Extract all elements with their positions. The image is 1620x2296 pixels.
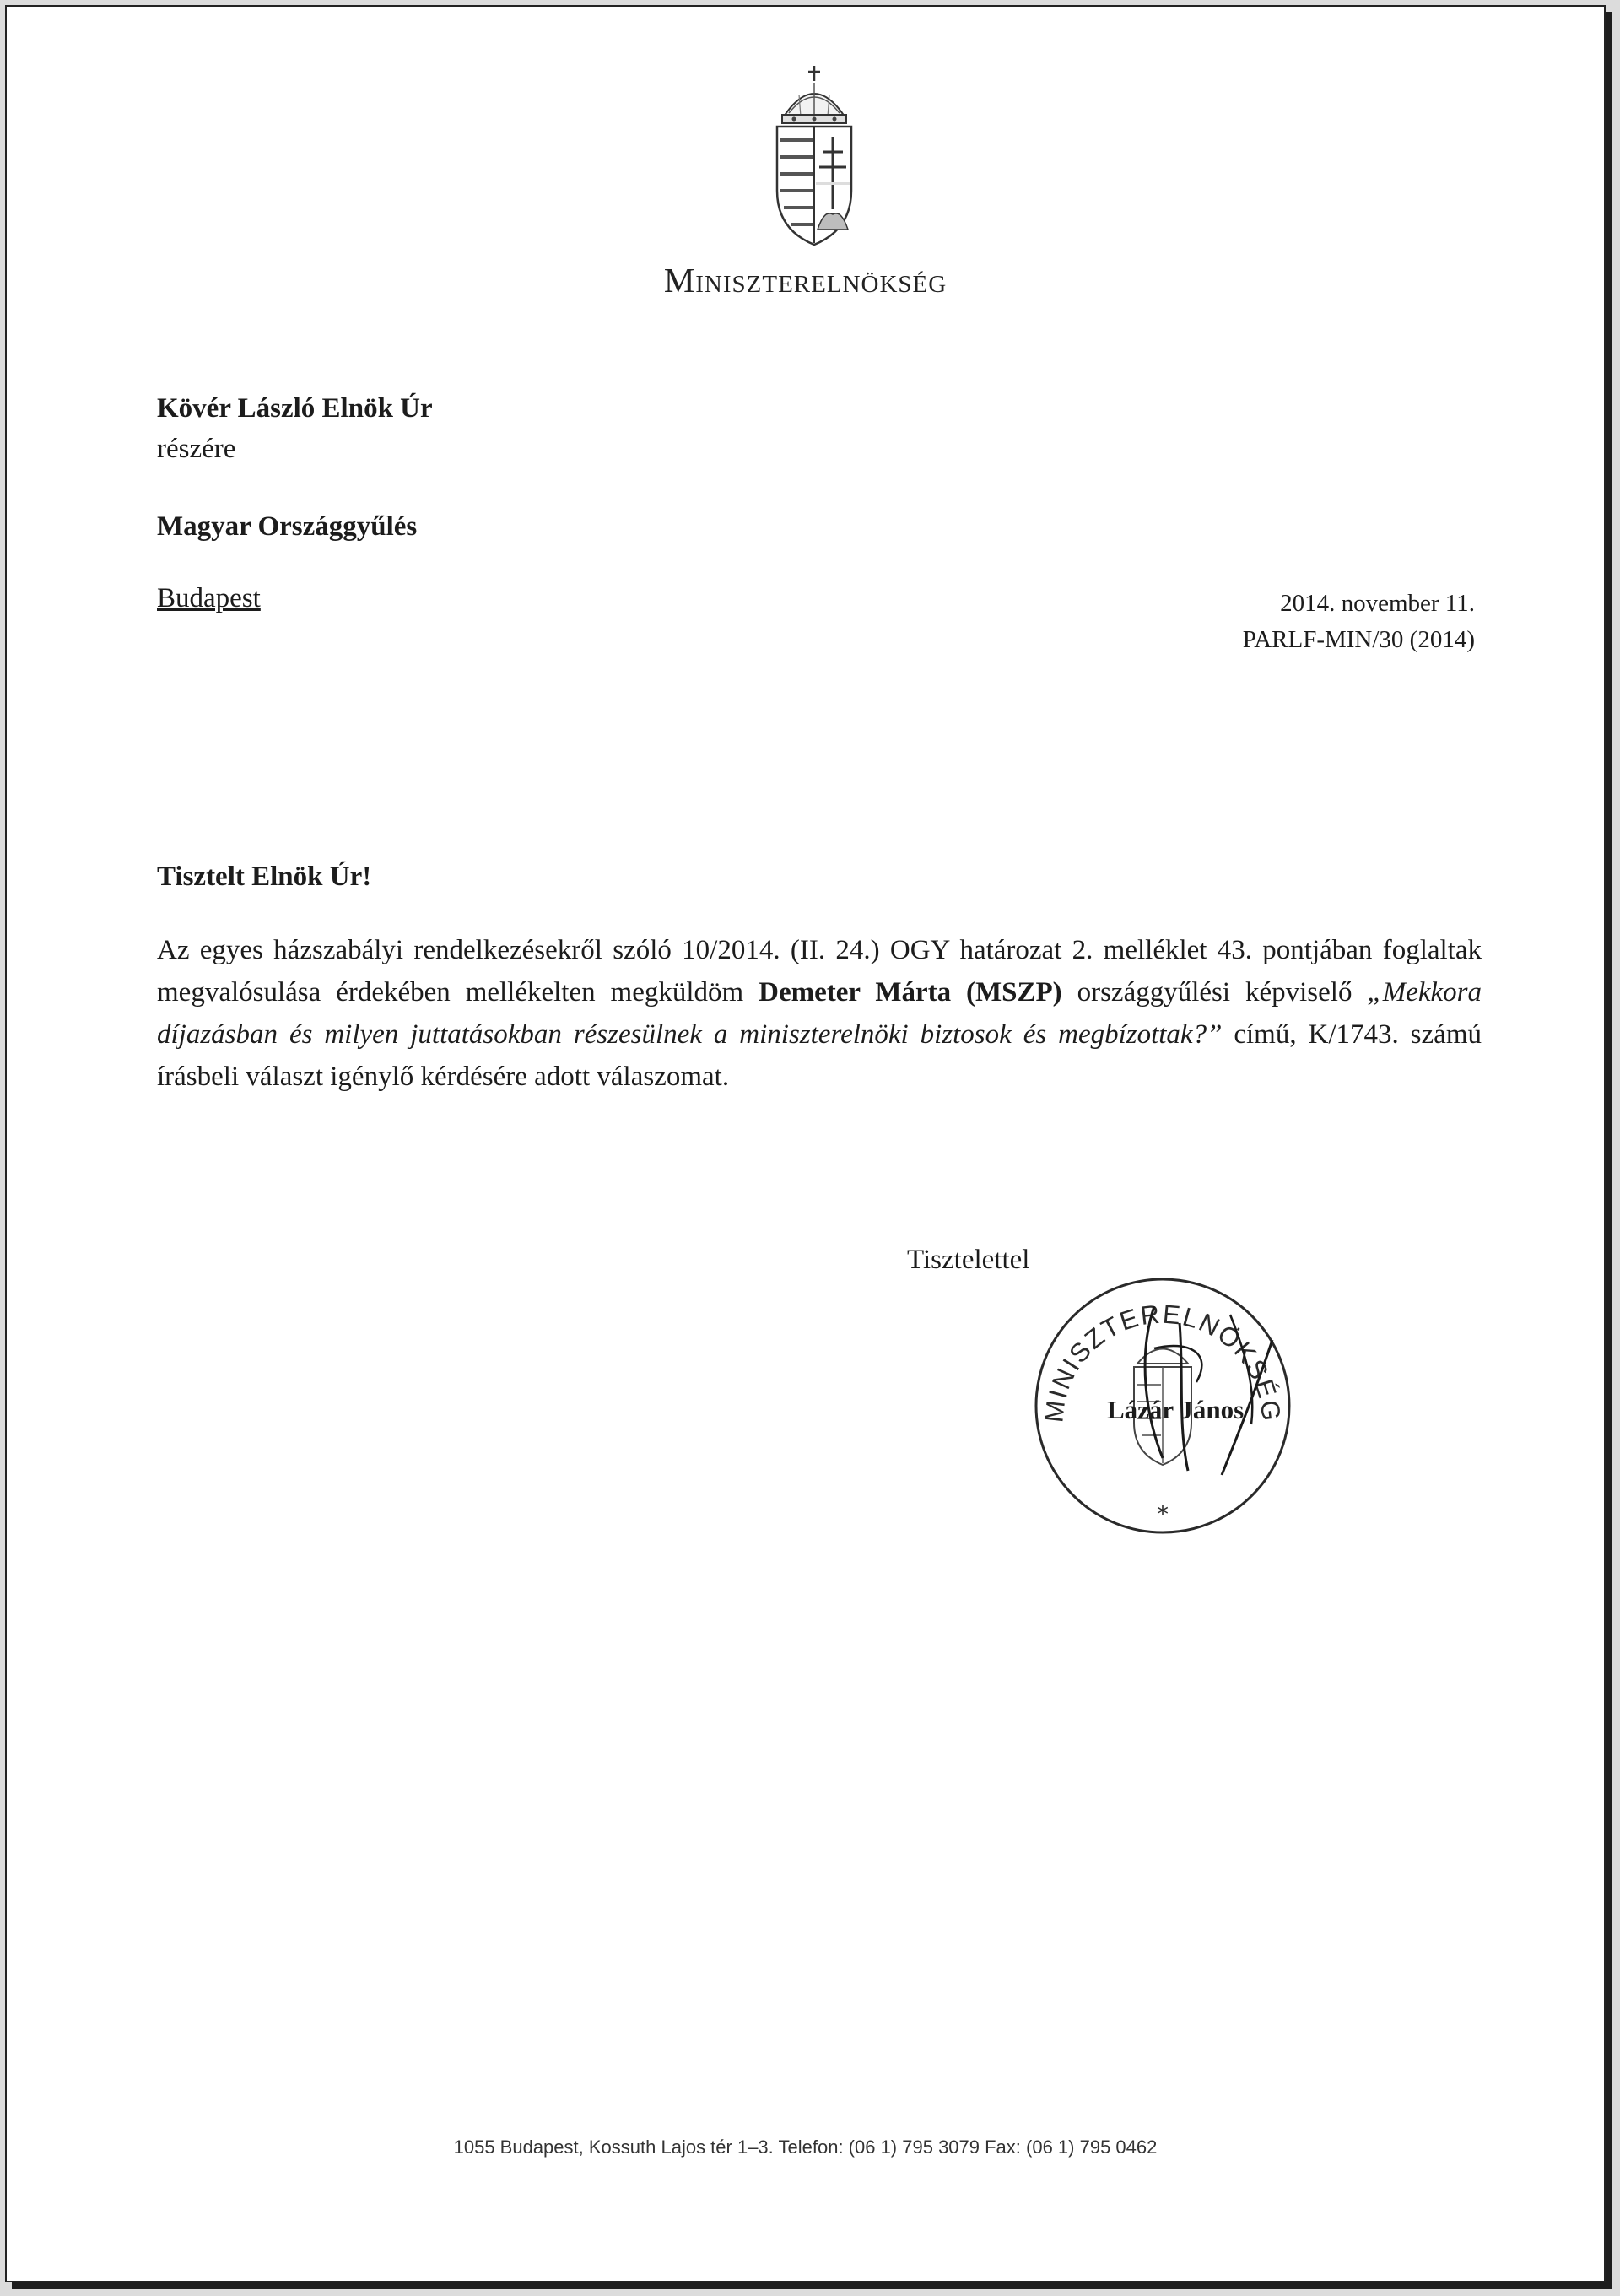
body-text-2: országgyűlési képviselő: [1061, 977, 1368, 1008]
closing: Tisztelettel: [907, 1245, 1030, 1275]
recipient-name: Kövér László Elnök Úr: [157, 393, 433, 424]
stamp-star: *: [1157, 1500, 1169, 1528]
signer-name: Lázár János: [1107, 1395, 1245, 1424]
body-text-3: című, K/1743. számú írásbeli választ igénylő kérdésére adott válaszomat.: [157, 1019, 1482, 1092]
letter-date: 2014. november 11.: [1280, 590, 1475, 617]
body-text-1: Az egyes házszabályi rendelkezésekről szóló 10/2014. (II. 24.) OGY határozat 2. melléklet 43. pontjában foglaltak megvalósulása érdekében mellékelten megküldöm: [157, 935, 1482, 1008]
recipient-city: Budapest: [157, 583, 261, 613]
ministry-name: Miniszterelnökség: [663, 261, 948, 300]
recipient-institution: Magyar Országgyűlés: [157, 511, 418, 542]
stamp-text: MINISZTERELNÖKSÉG: [1039, 1299, 1287, 1424]
salutation: Tisztelt Elnök Úr!: [157, 862, 372, 892]
recipient-for: részére: [157, 434, 236, 464]
question-title: „Mekkora díjazásban és milyen juttatásokban részesülnek a miniszterelnöki biztosok és megbízottak?”: [157, 977, 1482, 1050]
letter-page: [5, 5, 1606, 2282]
footer-address: 1055 Budapest, Kossuth Lajos tér 1–3. Telefon: (06 1) 795 3079 Fax: (06 1) 795 0462: [453, 2137, 1158, 2158]
letter-body: [157, 929, 1482, 1098]
reference-number: PARLF-MIN/30 (2014): [1242, 626, 1475, 653]
mp-name: Demeter Márta (MSZP): [759, 977, 1062, 1008]
handwritten-signature: [1104, 1289, 1306, 1483]
coat-of-arms-icon: [769, 64, 860, 248]
